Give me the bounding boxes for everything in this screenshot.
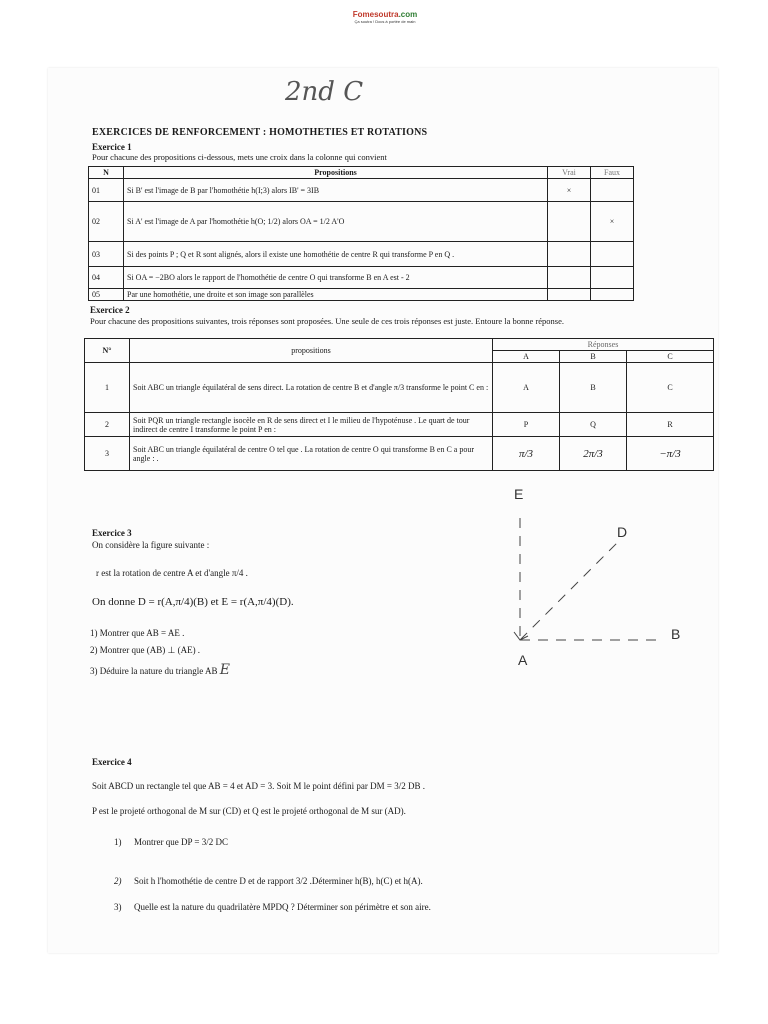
ex2-col-n: N°: [85, 339, 130, 363]
ex3-q3: 3) Déduire la nature du triangle AB E: [90, 662, 230, 678]
ex3-donne: On donne D = r(A,π/4)(B) et E = r(A,π/4)(D).: [92, 596, 294, 608]
row-number: 03: [89, 242, 124, 267]
ex3-q3-handwritten: E: [219, 662, 230, 678]
faux-cell[interactable]: [591, 289, 634, 301]
vrai-cell[interactable]: [548, 267, 591, 289]
row-proposition: Si des points P ; Q et R sont alignés, alors il existe une homothétie de centre R qui transforme P en Q .: [124, 242, 548, 267]
ex3-q1: 1) Montrer que AB = AE .: [90, 628, 185, 638]
ex2-col-a: A: [493, 351, 560, 363]
table-row: [85, 363, 714, 413]
ex4-q2-num: 2): [114, 876, 122, 886]
row-number: 01: [89, 179, 124, 202]
row-proposition: Si A' est l'image de A par l'homothétie h(O; 1/2) alors OA = 1/2 A'O: [124, 202, 548, 242]
ex4-q1-num: 1): [114, 837, 122, 847]
faux-cell[interactable]: [591, 267, 634, 289]
answer-c[interactable]: −π/3: [627, 437, 714, 471]
answer-a[interactable]: π/3: [493, 437, 560, 471]
row-number: 05: [89, 289, 124, 301]
ex1-col-vrai: Vrai: [548, 167, 591, 179]
table-row: [89, 267, 634, 289]
row-proposition: Par une homothétie, une droite et son image son parallèles: [124, 289, 548, 301]
table-row: [85, 413, 714, 437]
table-row: [89, 202, 634, 242]
ex1-instruction: Pour chacune des propositions ci-dessous, mets une croix dans la colonne qui convient: [92, 152, 387, 162]
ex2-label: Exercice 2: [90, 305, 130, 315]
ex4-intro: Soit ABCD un rectangle tel que AB = 4 et AD = 3. Soit M le point défini par DM = 3/2 DB .: [92, 781, 425, 791]
table-row: [85, 437, 714, 471]
vrai-cell[interactable]: ×: [548, 179, 591, 202]
ex1-col-n: N: [89, 167, 124, 179]
answer-c[interactable]: R: [627, 413, 714, 437]
answer-b[interactable]: B: [560, 363, 627, 413]
row-proposition: Si B' est l'image de B par l'homothétie h(I;3) alors IB' = 3IB: [124, 179, 548, 202]
answer-c[interactable]: C: [627, 363, 714, 413]
row-number: 2: [85, 413, 130, 437]
answer-a[interactable]: P: [493, 413, 560, 437]
ex3-q2: 2) Montrer que (AB) ⊥ (AE) .: [90, 645, 201, 655]
point-label-b: B: [671, 626, 681, 642]
row-number: 3: [85, 437, 130, 471]
row-proposition: Soit PQR un triangle rectangle isocèle en R de sens direct et I le milieu de l'hypoténuse . Le quart de tour indirect de centre I transforme le point P en :: [130, 413, 493, 437]
row-proposition: Soit ABC un triangle équilatéral de centre O tel que . La rotation de centre O qui transforme B en C a pour angle : .: [130, 437, 493, 471]
table-row: [89, 242, 634, 267]
faux-cell[interactable]: [591, 242, 634, 267]
answer-b[interactable]: Q: [560, 413, 627, 437]
ex4-label: Exercice 4: [92, 757, 132, 767]
ex4-q3-num: 3): [114, 902, 122, 912]
row-proposition: Soit ABC un triangle équilatéral de sens direct. La rotation de centre B et d'angle π/3 transforme le point C en :: [130, 363, 493, 413]
answer-a[interactable]: A: [493, 363, 560, 413]
point-label-d: D: [617, 524, 628, 540]
faux-cell[interactable]: ×: [591, 202, 634, 242]
faux-cell[interactable]: [591, 179, 634, 202]
ex3-label: Exercice 3: [92, 528, 132, 538]
ex2-col-c: C: [627, 351, 714, 363]
ex4-q1: Montrer que DP = 3/2 DC: [134, 837, 228, 847]
ex2-col-b: B: [560, 351, 627, 363]
row-proposition: Si OA = −2BO alors le rapport de l'homothétie de centre O qui transforme B en A est - 2: [124, 267, 548, 289]
ex2-instruction: Pour chacune des propositions suivantes, trois réponses sont proposées. Une seule de ces trois réponses est juste. Entoure la bonne réponse.: [90, 316, 565, 326]
vrai-cell[interactable]: [548, 289, 591, 301]
vrai-cell[interactable]: [548, 242, 591, 267]
answer-b[interactable]: 2π/3: [560, 437, 627, 471]
page-title: EXERCICES DE RENFORCEMENT : HOMOTHETIES ET ROTATIONS: [92, 127, 428, 138]
ex3-figure: [500, 480, 700, 680]
ex1-col-faux: Faux: [591, 167, 634, 179]
site-logo: [340, 10, 430, 24]
ex2-col-reponses: Réponses: [493, 339, 714, 351]
table-row: [89, 179, 634, 202]
row-number: 02: [89, 202, 124, 242]
ex4-q3: Quelle est la nature du quadrilatère MPDQ ? Déterminer son périmètre et son aire.: [134, 902, 431, 912]
ex1-label: Exercice 1: [92, 142, 132, 152]
ex4-proj: P est le projeté orthogonal de M sur (CD) et Q est le projeté orthogonal de M sur (AD).: [92, 806, 406, 816]
ex3-rotation: r est la rotation de centre A et d'angle π/4 .: [96, 568, 248, 578]
ex1-table: [88, 166, 634, 301]
ex2-table: [84, 338, 714, 471]
handwritten-class: 2nd C: [285, 77, 364, 107]
ex3-intro: On considère la figure suivante :: [92, 540, 210, 550]
vrai-cell[interactable]: [548, 202, 591, 242]
point-label-e: E: [514, 486, 524, 502]
row-number: 1: [85, 363, 130, 413]
point-label-a: A: [518, 652, 528, 668]
ex4-q2: Soit h l'homothétie de centre D et de rapport 3/2 .Déterminer h(B), h(C) et h(A).: [134, 876, 423, 886]
logo-brand: Fomesoutra.com: [352, 10, 418, 19]
row-number: 04: [89, 267, 124, 289]
table-row: [89, 289, 634, 301]
logo-tagline: Ça soutra ! Docs à portée de main: [354, 19, 416, 24]
segment-ad: [520, 540, 620, 640]
ex2-header-row: [85, 339, 714, 351]
ex2-col-prop: propositions: [130, 339, 493, 363]
ex1-col-prop: Propositions: [124, 167, 548, 179]
ex1-header-row: [89, 167, 634, 179]
